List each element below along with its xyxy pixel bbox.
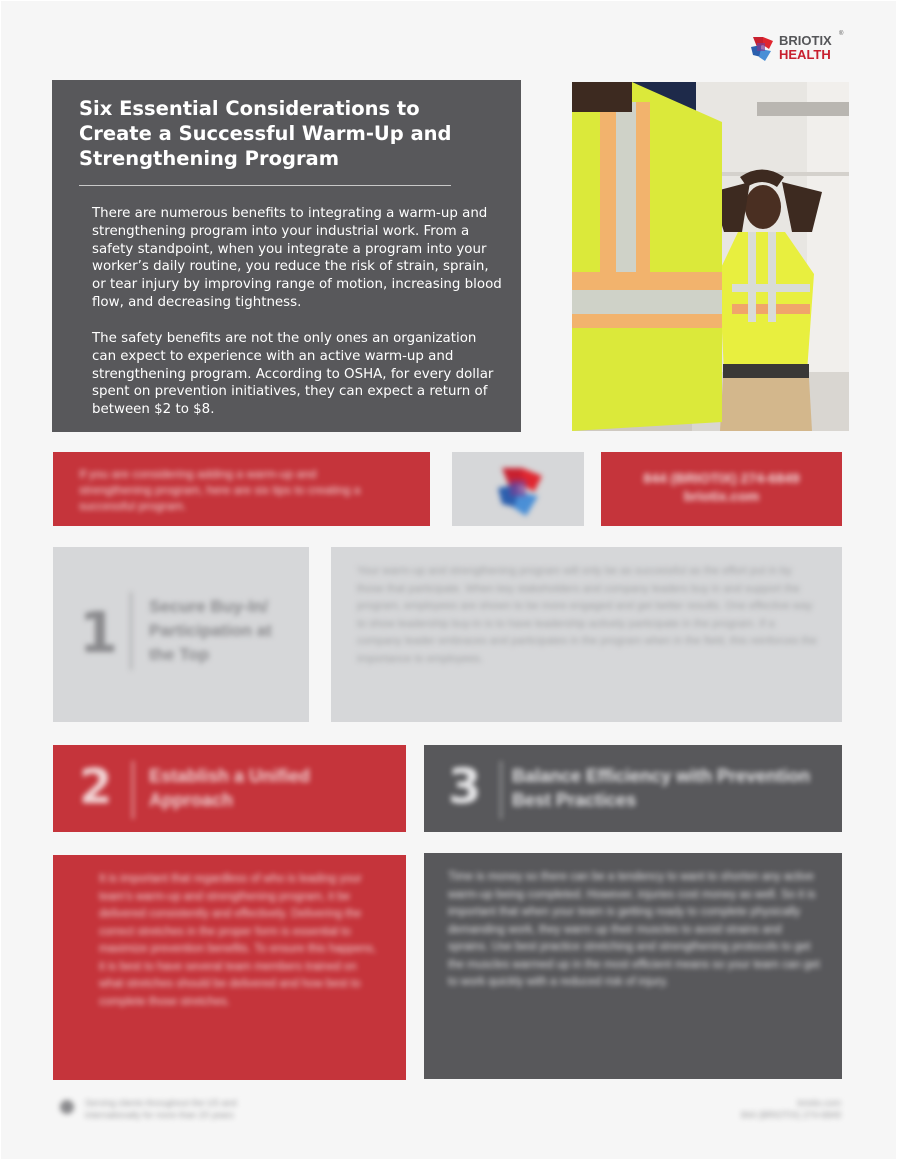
document-page bbox=[1, 1, 896, 1159]
tip-3-number: 3 bbox=[448, 759, 482, 815]
intro-panel bbox=[52, 80, 521, 432]
tip-3-body: Time is money so there can be a tendency to want to shorten any active warm-up being completed. However, injuries cost money as well. So it is important that when your team is getting ready to complete physically demanding work, they warm up their muscles to avoid strains and sprains. Use best practice stretching and strengthening protocols to get the muscles warmed up in the most efficient means so your team can get to work quickly with a reduced risk of injury. bbox=[448, 871, 820, 988]
briotix-health-logo bbox=[747, 31, 847, 67]
tip-2-header bbox=[53, 745, 406, 832]
contact-website: briotix.com bbox=[683, 488, 760, 504]
tip-3-title: Balance Efficiency with Prevention Best Practices bbox=[512, 766, 811, 810]
title-divider bbox=[79, 185, 451, 186]
footer-phone: 844 (BRIOTIX) 274-6849 bbox=[740, 1110, 841, 1120]
brand-subname: HEALTH bbox=[779, 47, 831, 62]
tips-intro-text: If you are considering adding a warm-up and strengthening program, here are six tips to creating a successful program. bbox=[79, 467, 361, 513]
photo-illustration bbox=[572, 82, 849, 431]
document-title: Six Essential Considerations to Create a Successful Warm-Up and Strengthening Program bbox=[79, 97, 452, 170]
tips-intro-banner bbox=[53, 452, 430, 526]
tip-1-number: 1 bbox=[79, 601, 118, 666]
tip-3-body-panel bbox=[424, 853, 842, 1079]
brand-name: BRIOTIX bbox=[779, 33, 832, 48]
intro-paragraph-1: There are numerous benefits to integrating a warm-up and strengthening program into your industrial work. From a safety standpoint, when you integrate a program into your worker’s daily routine, you reduce the risk of strain, sprain, or tear injury by improving range of motion, increasing blood flow, and decreasing tightness. bbox=[92, 206, 502, 310]
tip-3-divider bbox=[500, 761, 502, 819]
tip-1-header bbox=[53, 547, 309, 722]
tip-2-body: It is important that regardless of who is leading your team’s warm-up and strengthening program, it be delivered consistently and effectively. Delivering the correct stretches in the proper form is essential to maximize prevention benefits. To ensure this happens, it is best to have several team members trained on what stretches should be delivered and how best to complete those stretches. bbox=[99, 873, 377, 1008]
footer-website: briotix.com bbox=[797, 1098, 841, 1108]
registered-mark: ® bbox=[839, 31, 844, 37]
contact-phone: 844 (BRIOTIX) 274-6849 bbox=[643, 470, 800, 486]
tip-1-title: Secure Buy-In/ Participation at the Top bbox=[149, 597, 272, 664]
tip-1-body: Your warm-up and strengthening program will only be as successful as the effort put in by those that participate. When key stakeholders and company leaders buy in and support the program, employees are shown to be more engaged and get better results. One effective way to show leadership buy-in is to have leadership actively participate in the program. If a company leader embraces and participates in the program when in the field, this reinforces the importance to employees. bbox=[357, 565, 817, 665]
globe-icon bbox=[59, 1098, 75, 1116]
tip-3-header bbox=[424, 745, 842, 832]
tip-2-title: Establish a Unified Approach bbox=[149, 766, 311, 810]
intro-paragraph-2: The safety benefits are not the only ones an organization can expect to experience with an active warm-up and strengthening program. According to OSHA, for every dollar spent on prevention initiatives, they can expect a return of between $2 to $8. bbox=[92, 331, 494, 418]
contact-panel bbox=[601, 452, 842, 526]
footer-tagline-line-2: internationally for more than 20 years bbox=[85, 1110, 234, 1120]
tip-1-divider bbox=[130, 592, 132, 670]
footer-tagline-line-1: Serving clients throughout the US and bbox=[85, 1098, 237, 1108]
tip-2-body-panel bbox=[53, 855, 406, 1080]
tip-2-divider bbox=[132, 761, 134, 819]
footer-tagline bbox=[59, 1097, 319, 1121]
brand-mark-icon bbox=[490, 460, 550, 520]
tip-1-body-panel bbox=[331, 547, 842, 722]
tip-2-number: 2 bbox=[79, 759, 113, 815]
brand-mark-icon bbox=[747, 33, 777, 63]
footer-contact bbox=[621, 1097, 841, 1121]
brand-tile bbox=[452, 452, 584, 526]
worker-stretching-photo bbox=[572, 82, 849, 431]
